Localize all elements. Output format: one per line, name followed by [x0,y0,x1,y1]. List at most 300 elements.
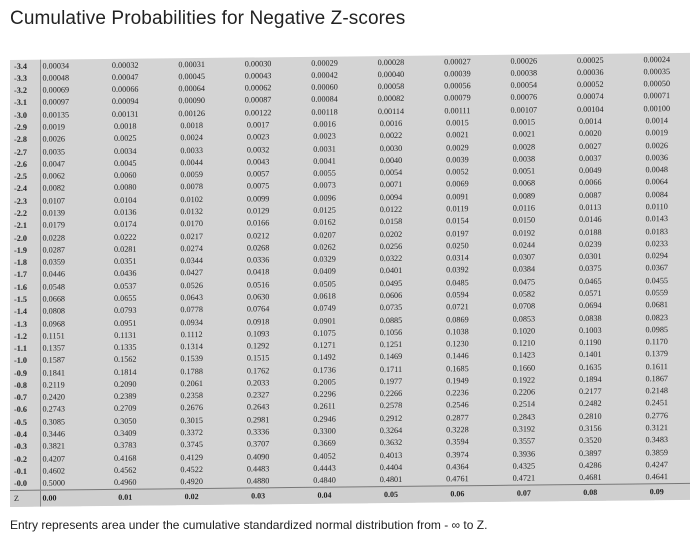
probability-cell: 0.0344 [180,256,203,266]
probability-cell: 0.0630 [246,292,270,302]
probability-cell: 0.00025 [576,55,604,65]
probability-cell: 0.0020 [579,129,602,139]
probability-cell: 0.3336 [246,427,270,437]
probability-cell: 0.1151 [42,331,65,341]
probability-cell: 0.0322 [379,253,403,264]
probability-cell: 0.0060 [113,170,137,181]
probability-cell: 0.2236 [446,388,469,398]
probability-cell: 0.0179 [42,220,66,230]
probability-cell: 0.0113 [579,202,602,213]
row-z-value: -0.1 [10,465,40,478]
probability-cell: 0.3707 [246,439,270,449]
probability-cell: 0.2005 [313,377,336,387]
probability-cell: 0.0082 [42,183,66,194]
probability-cell: 0.1841 [42,368,66,378]
row-z-value: -0.9 [10,367,40,380]
probability-cell: 0.0392 [446,265,469,275]
probability-cell: 0.0104 [113,195,137,205]
probability-cell: 0.00056 [444,81,471,91]
row-z-value: -0.7 [10,391,40,404]
probability-cell: 0.0052 [446,167,469,177]
probability-cell: 0.00122 [244,107,272,118]
probability-cell: 0.0367 [645,263,668,273]
probability-cell: 0.0094 [379,192,403,202]
probability-cell: 0.1515 [246,353,270,363]
row-z-value: -0.8 [10,379,40,392]
probability-cell: 0.0116 [512,203,535,213]
z-score-table [10,53,690,507]
probability-cell: 0.0212 [246,230,270,241]
probability-cell: 0.00111 [444,105,471,116]
column-header: 0.03 [225,488,291,505]
probability-cell: 0.0028 [512,142,536,152]
probability-cell: 0.0708 [512,301,536,311]
probability-cell: 0.1423 [512,350,536,361]
probability-cell: 0.4920 [180,477,203,487]
probability-cell: 0.00071 [643,91,671,101]
probability-cell: 0.0351 [113,256,137,267]
probability-cell: 0.0018 [113,121,137,131]
probability-cell: 0.00038 [510,68,538,78]
probability-cell: 0.00062 [244,83,272,93]
probability-cell: 0.0022 [379,131,403,141]
probability-cell: 0.0069 [446,179,469,189]
probability-cell: 0.3936 [512,449,536,459]
probability-cell: 0.1093 [246,329,270,339]
probability-cell: 0.00094 [111,97,139,107]
row-z-value: -1.4 [10,305,40,318]
probability-cell: 0.1814 [113,367,137,377]
probability-cell: 0.00087 [244,95,272,105]
row-z-value: -2.5 [10,170,40,183]
probability-cell: 0.0080 [113,183,137,193]
probability-cell: 0.00034 [42,60,70,71]
probability-cell: 0.0049 [579,165,602,176]
probability-cell: 0.4090 [246,451,270,462]
row-z-value: -2.9 [10,121,40,134]
probability-cell: 0.0217 [180,231,203,241]
probability-cell: 0.3821 [42,441,66,451]
probability-cell: 0.0233 [645,238,668,249]
probability-cell: 0.0057 [246,169,270,179]
probability-cell: 0.0044 [180,157,203,168]
probability-cell: 0.2177 [579,386,602,397]
row-z-value: -2.3 [10,195,40,208]
probability-cell: 0.2709 [113,404,137,414]
probability-cell: 0.0495 [379,278,403,288]
probability-cell: 0.1131 [114,330,137,340]
probability-cell: 0.2676 [180,403,203,413]
probability-cell: 0.4522 [180,464,203,475]
probability-cell: 0.0336 [246,255,270,265]
probability-cell: 0.3974 [446,449,469,460]
probability-cell: 0.0054 [379,168,403,178]
probability-cell: 0.0018 [180,120,203,131]
probability-cell: 0.0038 [512,154,536,164]
probability-cell: 0.3192 [512,424,536,434]
probability-cell: 0.1711 [379,364,403,374]
probability-cell: 0.4286 [579,460,602,470]
probability-cell: 0.0039 [446,155,469,165]
probability-cell: 0.0294 [645,251,668,261]
probability-cell: 0.4404 [379,462,403,473]
probability-cell: 0.4364 [446,462,469,472]
probability-cell: 0.1230 [446,339,469,349]
probability-cell: 0.0537 [113,281,137,291]
probability-cell: 0.00104 [576,104,604,114]
probability-cell: 0.0055 [313,168,336,178]
probability-cell: 0.2611 [313,402,336,412]
probability-cell: 0.1056 [379,327,403,337]
probability-cell: 0.1635 [579,362,602,372]
probability-cell: 0.4761 [446,474,469,484]
probability-cell: 0.0107 [42,196,66,206]
probability-cell: 0.2546 [446,400,469,410]
probability-cell: 0.0034 [113,146,137,156]
probability-cell: 0.0170 [180,219,203,229]
probability-cell: 0.0122 [379,204,403,215]
probability-cell: 0.0418 [246,267,270,277]
probability-cell: 0.0968 [42,318,66,329]
probability-cell: 0.0089 [512,191,536,201]
probability-cell: 0.0125 [313,205,336,215]
probability-cell: 0.2148 [645,386,668,396]
probability-cell: 0.1788 [180,366,203,376]
column-header: 0.04 [291,487,357,504]
column-header: 0.05 [358,486,424,503]
probability-cell: 0.00031 [178,59,205,69]
row-z-value: -0.4 [10,428,40,441]
probability-cell: 0.0853 [512,314,536,324]
probability-cell: 0.00069 [42,85,70,95]
probability-cell: 0.2327 [246,390,270,400]
row-z-value: -1.3 [10,318,40,331]
probability-cell: 0.00058 [377,82,405,92]
probability-cell: 0.1894 [579,374,602,384]
probability-cell: 0.1020 [512,326,536,336]
page-title: Cumulative Probabilities for Negative Z-scores [10,8,406,29]
row-z-value: -0.3 [10,440,40,453]
probability-cell: 0.0041 [313,156,336,166]
probability-cell: 0.4013 [379,450,403,460]
probability-cell: 0.0033 [180,145,203,155]
probability-cell: 0.4129 [180,452,203,462]
probability-cell: 0.0162 [313,217,336,228]
probability-cell: 0.00082 [377,94,405,104]
probability-cell: 0.0045 [113,158,137,168]
probability-cell: 0.00114 [377,106,405,116]
probability-cell: 0.3632 [379,438,403,448]
probability-cell: 0.00054 [510,80,538,90]
probability-cell: 0.2420 [42,392,66,402]
probability-cell: 0.0475 [512,277,536,287]
probability-cell: 0.3156 [579,423,602,434]
probability-cell: 0.0059 [180,170,203,180]
probability-cell: 0.0618 [313,291,336,301]
probability-cell: 0.1210 [512,338,536,348]
probability-cell: 0.0019 [645,128,668,138]
row-z-value: -3.3 [10,72,40,85]
probability-cell: 0.3446 [42,429,66,439]
probability-cell: 0.0985 [645,324,668,335]
probability-cell: 0.1562 [113,355,137,365]
probability-cell: 0.0329 [313,254,336,264]
probability-cell: 0.0014 [645,116,668,126]
row-z-value: -2.0 [10,232,40,245]
probability-cell: 0.0032 [246,144,270,155]
probability-cell: 0.00030 [244,58,272,69]
probability-cell: 0.0021 [446,130,469,140]
probability-cell: 0.4840 [313,475,336,486]
probability-cell: 0.0027 [579,141,602,151]
row-z-value: -1.1 [10,342,40,355]
probability-cell: 0.00035 [643,66,671,77]
probability-cell: 0.0183 [645,226,668,236]
probability-cell: 0.1112 [180,329,203,339]
probability-cell: 0.00026 [510,56,538,66]
probability-cell: 0.0078 [180,182,203,192]
probability-cell: 0.00045 [178,71,205,82]
probability-cell: 0.1611 [645,361,668,371]
probability-cell: 0.0075 [246,181,270,191]
probability-cell: 0.4168 [113,453,137,463]
probability-cell: 0.3557 [512,436,536,447]
probability-cell: 0.2090 [113,379,137,389]
column-header: 0.01 [92,489,158,506]
probability-cell: 0.0268 [246,243,270,253]
probability-cell: 0.1587 [42,355,66,366]
probability-cell: 0.0582 [512,289,536,299]
probability-cell: 0.0375 [579,264,602,274]
row-z-value: -2.4 [10,182,40,195]
probability-cell: 0.00079 [444,93,471,103]
probability-cell: 0.0030 [379,143,403,153]
probability-cell: 0.00047 [111,72,139,82]
probability-cell: 0.0021 [512,129,536,140]
probability-cell: 0.4483 [246,464,270,474]
probability-cell: 0.4207 [42,454,66,464]
row-z-value: -1.8 [10,256,40,269]
z-table-image [10,53,690,507]
probability-cell: 0.1446 [446,351,469,361]
probability-cell: 0.0359 [42,257,66,267]
probability-cell: 0.2946 [313,414,336,424]
probability-cell: 0.3897 [579,448,602,458]
probability-cell: 0.0436 [113,269,137,279]
probability-cell: 0.3121 [645,423,668,433]
probability-cell: 0.2389 [113,391,137,402]
probability-cell: 0.0516 [246,279,270,290]
row-z-value: -3.0 [10,109,40,122]
probability-cell: 0.3409 [113,428,137,438]
probability-cell: 0.4443 [313,463,336,473]
probability-cell: 0.1357 [42,343,66,353]
probability-cell: 0.0110 [645,202,668,212]
column-header: 0.07 [491,485,557,502]
probability-cell: 0.00050 [643,79,671,89]
probability-cell: 0.0096 [313,193,336,203]
probability-cell: 0.2643 [246,402,270,412]
probability-cell: 0.00084 [311,95,338,105]
probability-cell: 0.4641 [645,472,668,482]
probability-cell: 0.0250 [446,241,469,251]
probability-cell: 0.3859 [645,447,668,457]
probability-cell: 0.0606 [379,290,403,301]
probability-cell: 0.0150 [512,215,536,225]
probability-cell: 0.4052 [313,451,336,461]
probability-cell: 0.0951 [113,318,137,328]
probability-cell: 0.0064 [645,177,668,187]
probability-cell: 0.1038 [446,326,469,337]
probability-cell: 0.00028 [377,57,405,67]
probability-cell: 0.00118 [311,107,338,117]
probability-cell: 0.0262 [313,242,336,252]
probability-cell: 0.2296 [313,389,336,400]
row-z-value: -0.6 [10,404,40,417]
probability-cell: 0.0025 [113,133,137,144]
probability-cell: 0.00040 [377,69,405,80]
probability-cell: 0.4880 [246,476,270,486]
probability-cell: 0.1660 [512,363,536,373]
probability-cell: 0.2810 [579,411,602,421]
row-z-value: -1.2 [10,330,40,343]
probability-cell: 0.1469 [379,352,403,362]
probability-cell: 0.0655 [113,293,137,303]
probability-cell: 0.1314 [180,342,203,352]
probability-cell: 0.2061 [180,378,203,389]
probability-cell: 0.00131 [111,109,139,119]
z-table-body [10,53,690,491]
probability-cell: 0.0749 [313,303,336,314]
probability-cell: 0.1736 [313,365,336,375]
probability-cell: 0.00074 [576,92,604,102]
probability-cell: 0.1949 [446,376,469,386]
row-z-value: -2.6 [10,158,40,171]
probability-cell: 0.2514 [512,399,536,410]
probability-cell: 0.0307 [512,252,536,262]
probability-cell: 0.4325 [512,461,536,471]
probability-cell: 0.0668 [42,294,66,304]
probability-cell: 0.0222 [113,232,137,242]
row-z-value: -0.5 [10,416,40,429]
probability-cell: 0.0721 [446,302,469,312]
probability-cell: 0.1003 [579,325,602,335]
probability-cell: 0.0132 [180,206,203,217]
probability-cell: 0.0465 [579,276,602,286]
probability-cell: 0.0314 [446,253,469,263]
probability-cell: 0.0154 [446,216,469,226]
probability-cell: 0.0068 [512,178,536,189]
probability-cell: 0.0244 [512,240,536,250]
probability-cell: 0.00066 [111,84,139,95]
probability-cell: 0.0139 [42,208,66,218]
probability-cell: 0.0287 [42,245,66,255]
table-caption: Entry represents area under the cumulative standardized normal distribution from - ∞ to Z. [10,518,488,532]
probability-cell: 0.2119 [42,380,65,390]
probability-cell: 0.00029 [311,58,338,68]
column-header: 0.02 [158,488,224,505]
probability-cell: 0.3050 [113,416,137,426]
row-z-value: -2.1 [10,219,40,232]
probability-cell: 0.3783 [113,440,137,451]
probability-cell: 0.0735 [379,303,403,313]
probability-cell: 0.0643 [180,292,203,303]
column-header: 0.09 [624,483,691,500]
probability-cell: 0.3745 [180,440,203,450]
row-z-value: -2.7 [10,146,40,159]
row-z-value: -2.2 [10,207,40,220]
row-z-value: -1.0 [10,354,40,367]
probability-cell: 0.00135 [42,110,70,120]
z-column-header: Z [10,490,40,507]
probability-cell: 0.0040 [379,155,403,165]
probability-cell: 0.0136 [113,207,137,217]
probability-cell: 0.0793 [113,305,137,316]
probability-cell: 0.0047 [42,159,66,169]
probability-cell: 0.0427 [180,268,203,278]
probability-cell: 0.0559 [645,288,668,298]
probability-cell: 0.0037 [579,153,602,163]
probability-cell: 0.2206 [512,387,536,397]
probability-cell: 0.0823 [645,312,668,322]
probability-cell: 0.0023 [313,131,336,142]
probability-cell: 0.2981 [246,415,270,425]
probability-cell: 0.00126 [178,108,205,118]
probability-cell: 0.0808 [42,306,66,316]
probability-cell: 0.0485 [446,277,469,288]
probability-cell: 0.0129 [246,206,270,216]
probability-cell: 0.3594 [446,437,469,447]
probability-cell: 0.00024 [643,54,671,64]
row-z-value: -1.6 [10,281,40,294]
probability-cell: 0.1762 [246,365,270,376]
probability-cell: 0.0455 [645,275,668,286]
probability-cell: 0.0071 [379,180,403,190]
probability-cell: 0.1170 [645,337,668,347]
probability-cell: 0.2482 [579,399,602,409]
probability-cell: 0.0239 [579,239,602,249]
probability-cell: 0.0014 [579,116,602,127]
probability-cell: 0.0681 [645,300,668,310]
probability-cell: 0.00064 [178,84,205,94]
probability-cell: 0.3372 [180,428,203,438]
probability-cell: 0.2843 [512,412,536,422]
probability-cell: 0.0017 [246,120,270,130]
probability-cell: 0.0409 [313,266,336,277]
probability-cell: 0.0548 [42,282,66,292]
probability-cell: 0.0197 [446,228,469,238]
probability-cell: 0.0099 [246,193,270,204]
probability-cell: 0.0166 [246,218,270,228]
probability-cell: 0.00090 [178,96,205,106]
probability-cell: 0.0764 [246,304,270,314]
probability-cell: 0.4960 [113,477,137,488]
probability-cell: 0.2266 [379,389,403,399]
probability-cell: 0.4602 [42,466,66,476]
probability-cell: 0.2912 [379,413,403,423]
probability-cell: 0.3483 [645,435,668,445]
probability-cell: 0.0102 [180,194,203,204]
row-z-value: -1.5 [10,293,40,306]
probability-cell: 0.1292 [246,341,270,351]
probability-cell: 0.1335 [113,342,137,352]
probability-cell: 0.4562 [113,465,137,475]
probability-cell: 0.1271 [313,340,336,350]
probability-cell: 0.3015 [180,415,203,425]
probability-cell: 0.0062 [42,171,66,181]
probability-cell: 0.00036 [576,67,604,77]
probability-cell: 0.00032 [111,60,139,70]
